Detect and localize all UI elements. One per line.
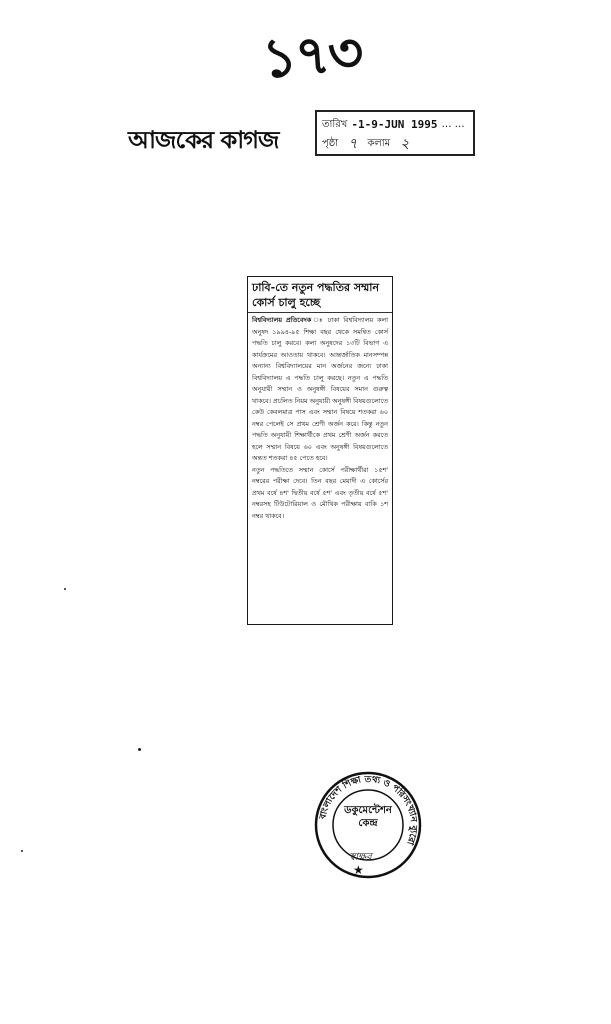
date-value: -1-9-JUN 1995 [351,118,438,131]
news-clipping [247,276,393,625]
clipping-paragraph-2: নতুন পদ্ধতিতে সম্মান কোর্সে পরীক্ষার্থীরা ১৫শ' নম্বরের পরীক্ষা দেবে। তিন বছর মেয়াদী এ কোর্সের প্রথম বর্ষে ৪শ' দ্বিতীয় বর্ষে ৫শ' এবং তৃতীয় বর্ষে ৫শ' নম্বরসহ টিউটোরিয়াল ও মৌখিক পরীক্ষায় বাকি ১শ নম্বর থাকবে। [252,465,388,520]
column-value: ২ [400,135,410,152]
date-stamp [315,110,475,156]
scan-speck [64,588,66,590]
date-dots: … … [441,118,465,130]
page-label: পৃষ্ঠা [322,137,339,149]
seal-center-line1: ডকুমেন্টেশন [344,805,392,816]
clipping-byline: বিশ্ববিদ্যালয় প্রতিবেদক [252,316,312,324]
seal-ring-text: বাংলাদেশ শিক্ষা তথ্য ও পরিসংখ্যান ব্যুরো [318,774,419,846]
clipping-headline: ঢাবি-তে নতুন পদ্ধতির সম্মান কোর্স চালু হচ্ছে [248,277,392,313]
newspaper-name: আজকের কাগজ [128,126,279,154]
date-label: তারিখ [322,118,348,130]
page-value: ৭ [348,135,358,152]
byline-separator: ঃ [311,316,328,324]
clipping-paragraph-1: ঢাকা বিশ্ববিদ্যালয় কলা অনুষদ ১৯৯৪-৯৫ শিক্ষা বছর থেকে সমন্বিত কোর্স পদ্ধতি চালু করবে। কলা অনুষদের ১৩টি বিভাগ এ কার্যক্রমের আওতায় থাকবে। আন্তর্জাতিক মানসম্পন্ন অন্যান্য বিশ্ববিদ্যালয়ের মান অর্জনের জন্যে ঢাকা বিশ্ববিদ্যালয় এ পদ্ধতি চালু করছে। নতুন এ পদ্ধতি অনুযায়ী সম্মান ও অনুষঙ্গী বিষয়ের সমান গুরুত্ব থাকবে। প্রচলিত নিয়ম অনুযায়ী অনুষঙ্গী বিষয়গুলোতে কেউ কেবলমাত্র পাস এবং সম্মান বিষয়ে শতকরা ৬০ নম্বর পেলেই সে প্রথম শ্রেণী অর্জন করে। কিন্তু নতুন পদ্ধতি অনুযায়ী শিক্ষার্থীকে প্রথম শ্রেণী অর্জন করতে হলে সম্মান বিষয়ে ৬০ এবং অনুষঙ্গী বিষয়গুলোতে অন্তত শতকরা ৪৫ পেতে হবে। [252,316,388,462]
scan-speck [21,850,23,852]
seal-signature: স্বাক্ষর [349,852,372,863]
column-label: কলাম [367,137,391,149]
clipping-body [248,313,392,524]
seal-center [313,804,423,830]
seal-center-line2: কেন্দ্র [358,818,378,829]
seal-star-icon: ★ [353,863,364,877]
scan-speck [138,748,141,751]
page-number: ১৭৩ [259,19,364,91]
documentation-seal [313,770,423,880]
